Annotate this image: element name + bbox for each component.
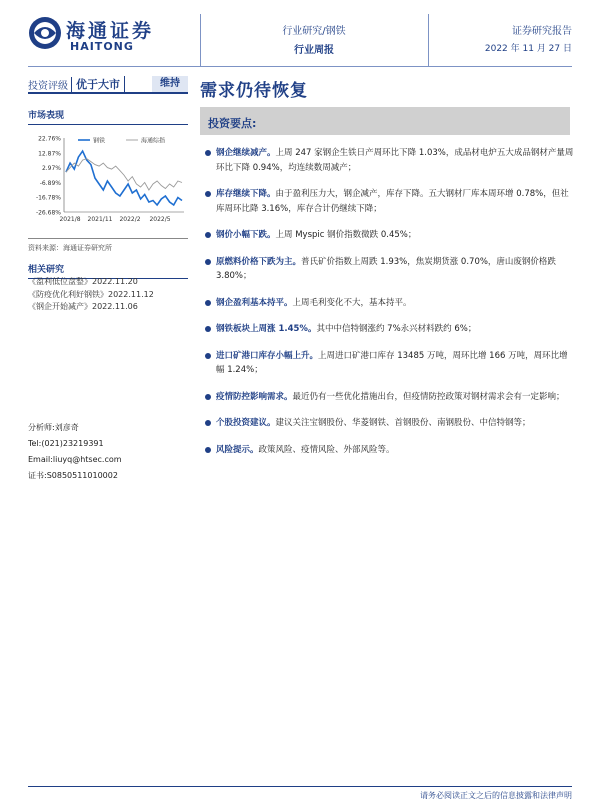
key-point [202, 390, 574, 405]
key-point [202, 255, 574, 284]
key-point [202, 322, 574, 337]
key-point-lead: 原燃料价格下跌为主。 [216, 256, 302, 267]
key-point [202, 296, 574, 311]
key-point-lead: 库存继续下降。 [216, 189, 276, 199]
bullet-icon [205, 353, 211, 359]
key-point-text: 上周 Myspic 钢价指数微跌 0.45%； [275, 230, 417, 240]
key-point [202, 416, 574, 431]
key-point-text: 上周毛利变化不大，基本持平。 [292, 297, 412, 308]
logo-chinese-name: 海通证券 [66, 20, 155, 42]
key-point-lead: 钢企盈利基本持平。 [216, 297, 293, 308]
market-performance-chart [28, 132, 188, 232]
key-point [202, 349, 574, 378]
key-point [202, 443, 574, 458]
key-point-text: 其中中信特钢涨约 7%永兴材料跌约 6%； [316, 324, 477, 334]
analyst-name: 分析师:刘彦奇 [28, 423, 79, 432]
key-point-lead: 进口矿港口库存小幅上升。 [216, 350, 319, 361]
y-tick-label: -6.89% [39, 179, 61, 187]
key-points-title: 投资要点: [208, 117, 257, 130]
key-point-text: 建议关注宝钢股份、华菱钢铁、首钢股份、南钢股份、中信特钢等； [275, 418, 531, 428]
key-point-text: 由于盈利压力大，钢企减产，库存下降。五大钢材厂库本周环增 0.78%，但社库周环比降 3.16%，库存合计仍继续下降； [216, 189, 569, 214]
key-point-text: 上周 247 家钢企生铁日产周环比下降 1.03%，成品材电炉五大成品钢材产量周环比下降 0.94%，均连续数周减产； [216, 148, 574, 173]
bullet-icon [205, 232, 211, 238]
legend-label: 钢铁 [93, 137, 106, 145]
header-rule [28, 66, 572, 67]
analyst-cert: 证书:S0850511010002 [28, 471, 118, 480]
x-tick-label: 2021/8 [59, 216, 81, 223]
key-point-lead: 钢企继续减产。 [216, 148, 276, 158]
company-logo [28, 14, 178, 56]
key-point-lead: 风险提示。 [216, 444, 259, 455]
chart-svg [28, 132, 188, 232]
bullet-icon [205, 300, 211, 306]
page-footer [28, 786, 572, 800]
related-item[interactable]: 《钢企开始减产》2022.11.06 [28, 302, 138, 311]
bullet-icon [205, 420, 211, 426]
bullet-icon [205, 191, 211, 197]
related-heading: 相关研究 [28, 262, 188, 279]
related-item[interactable]: 《防疫优化利好钢铁》2022.11.12 [28, 289, 154, 299]
investment-rating [28, 76, 188, 94]
header-divider [428, 14, 429, 66]
analyst-email[interactable]: Email:liuyq@htsec.com [28, 455, 122, 464]
key-point-text: 政策风险、疫情风险、外部风险等。 [258, 444, 395, 455]
report-kind: 行业周报 [294, 45, 334, 56]
rating-label: 投资评级 [28, 77, 72, 92]
analyst-info [28, 420, 198, 484]
related-item[interactable]: 《盈利低位盘整》2022.11.20 [28, 277, 138, 286]
key-point-lead: 钢铁板块上周涨 1.45%。 [216, 324, 317, 334]
chart-source: 资料来源：海通证券研究所 [28, 238, 188, 253]
key-point-text: 最近仍有一些优化措施出台，但疫情防控政策对钢材需求会有一定影响； [292, 391, 565, 402]
key-point [202, 187, 574, 216]
series-line-steel [66, 151, 182, 205]
y-tick-label: 22.76% [38, 135, 61, 143]
report-title: 需求仍待恢复 [200, 81, 308, 101]
key-points-header [200, 107, 570, 135]
y-tick-label: -16.78% [35, 194, 61, 202]
x-tick-label: 2022/5 [149, 216, 171, 223]
series-line-index [66, 159, 182, 190]
report-date: 2022 年 11 月 27 日 [484, 44, 572, 54]
rating-status: 维持 [152, 76, 188, 92]
bullet-icon [205, 150, 211, 156]
haitong-emblem-icon [28, 16, 62, 50]
analyst-tel: Tel:(021)23219391 [28, 439, 104, 448]
key-point-text: 普氏矿价指数上周跌 1.93%，焦炭期货涨 0.70%，唐山废钢价格跌 3.80%； [216, 256, 556, 281]
y-tick-label: -26.68% [35, 209, 61, 217]
rating-value: 优于大市 [72, 76, 125, 92]
bullet-icon [205, 447, 211, 453]
key-point-lead: 钢价小幅下跌。 [216, 230, 276, 240]
key-point-text: 上周进口矿港口库存 13485 万吨，周环比增 166 万吨，周环比增幅 1.24%； [216, 350, 568, 375]
market-heading: 市场表现 [28, 108, 188, 125]
report-category: 行业研究/钢铁 [282, 26, 346, 37]
x-tick-label: 2022/2 [119, 216, 141, 223]
y-tick-label: 12.87% [38, 150, 61, 158]
x-tick-label: 2021/11 [87, 216, 113, 223]
report-type: 证券研究报告 [512, 26, 572, 37]
logo-english-name: HAITONG [70, 40, 134, 53]
bullet-icon [205, 259, 211, 265]
bullet-icon [205, 326, 211, 332]
disclaimer-link[interactable]: 请务必阅读正文之后的信息披露和法律声明 [420, 791, 572, 800]
key-points-list [202, 146, 574, 469]
key-point-lead: 疫情防控影响需求。 [216, 391, 293, 402]
y-tick-label: 2.97% [41, 165, 61, 173]
related-research-list [28, 276, 198, 314]
key-point-lead: 个股投资建议。 [216, 418, 276, 428]
key-point [202, 228, 574, 243]
bullet-icon [205, 394, 211, 400]
legend-label: 海通综指 [141, 137, 166, 145]
key-point [202, 146, 574, 175]
